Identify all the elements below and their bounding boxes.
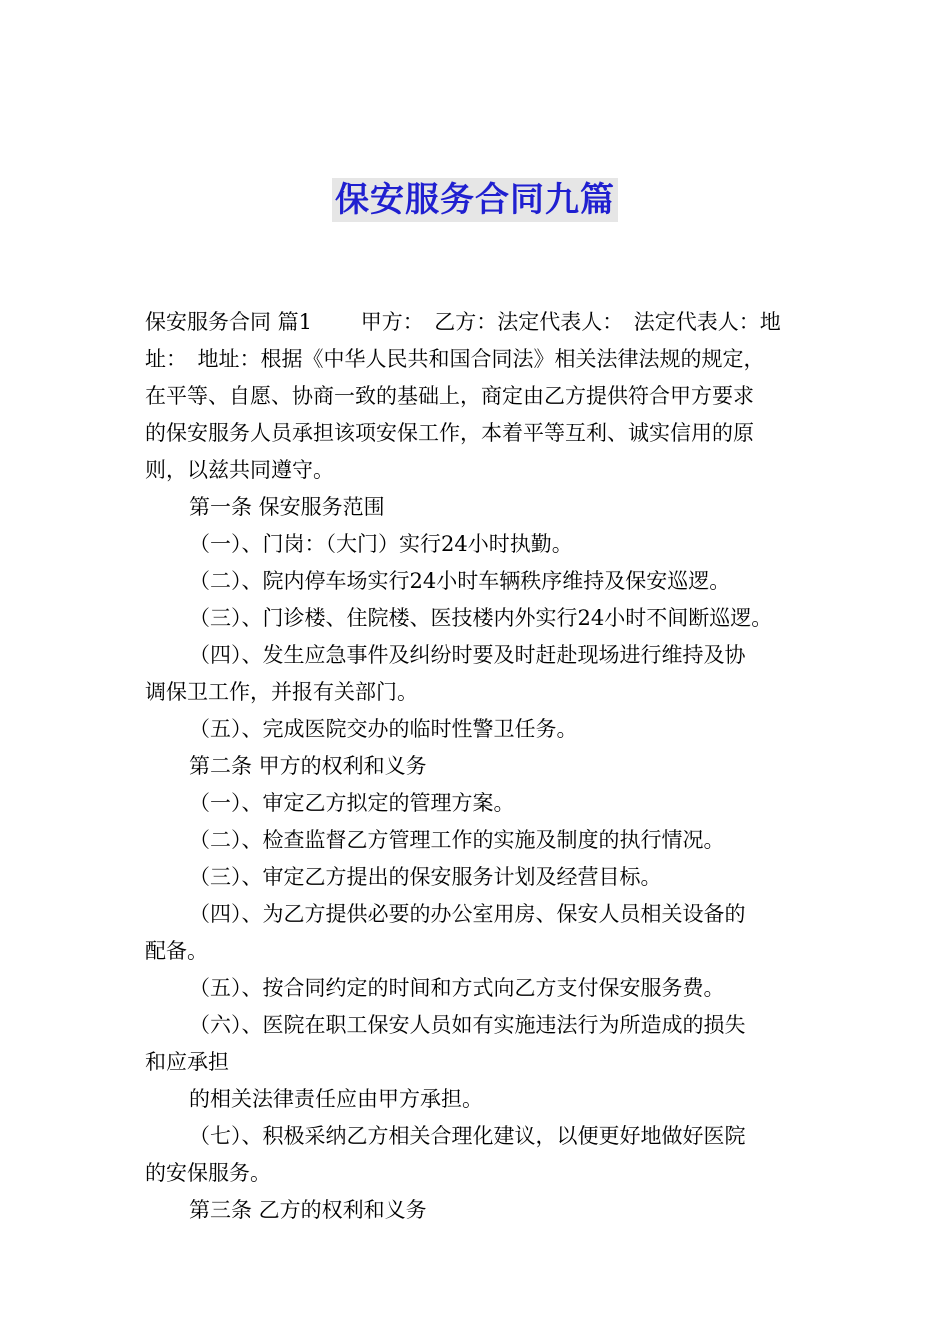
body-line: 第二条 甲方的权利和义务 (189, 754, 427, 778)
body-line: 配备。 (145, 939, 208, 963)
body-line: 和应承担 (145, 1050, 229, 1074)
body-line: 的保安服务人员承担该项安保工作，本着平等互利、诚实信用的原 (145, 421, 754, 445)
body-line: （五）、完成医院交办的临时性警卫任务。 (189, 717, 578, 741)
body-line: （三）、门诊楼、住院楼、医技楼内外实行24小时不间断巡逻。 (189, 606, 773, 630)
body-line: 的安保服务。 (145, 1161, 271, 1185)
body-line: （二）、院内停车场实行24小时车辆秩序维持及保安巡逻。 (189, 569, 731, 593)
body-line: 调保卫工作，并报有关部门。 (145, 680, 418, 704)
title-container (0, 178, 950, 222)
body-line: （六）、医院在职工保安人员如有实施违法行为所造成的损失 (189, 1013, 746, 1037)
body-line: 则，以兹共同遵守。 (145, 458, 334, 482)
body-line: 的相关法律责任应由甲方承担。 (189, 1087, 483, 1111)
body-line: （三）、审定乙方提出的保安服务计划及经营目标。 (189, 865, 662, 889)
document-body (145, 304, 809, 1229)
body-line: 第一条 保安服务范围 (189, 495, 385, 519)
body-line: 第三条 乙方的权利和义务 (189, 1198, 427, 1222)
document-title: 保安服务合同九篇 (332, 178, 618, 222)
body-line: （七）、积极采纳乙方相关合理化建议，以便更好地做好医院 (189, 1124, 746, 1148)
body-line: （二）、检查监督乙方管理工作的实施及制度的执行情况。 (189, 828, 725, 852)
body-line: 址： 地址：根据《中华人民共和国合同法》相关法律法规的规定， (145, 347, 765, 371)
body-line: （一）、审定乙方拟定的管理方案。 (189, 791, 515, 815)
body-line: （四）、为乙方提供必要的办公室用房、保安人员相关设备的 (189, 902, 746, 926)
body-line: 保安服务合同 篇1 甲方： 乙方：法定代表人： 法定代表人：地 (145, 310, 781, 334)
body-line: （五）、按合同约定的时间和方式向乙方支付保安服务费。 (189, 976, 725, 1000)
body-line: （一）、门岗：（大门）实行24小时执勤。 (189, 532, 573, 556)
body-line: （四）、发生应急事件及纠纷时要及时赶赴现场进行维持及协 (189, 643, 746, 667)
body-line: 在平等、自愿、协商一致的基础上，商定由乙方提供符合甲方要求 (145, 384, 754, 408)
